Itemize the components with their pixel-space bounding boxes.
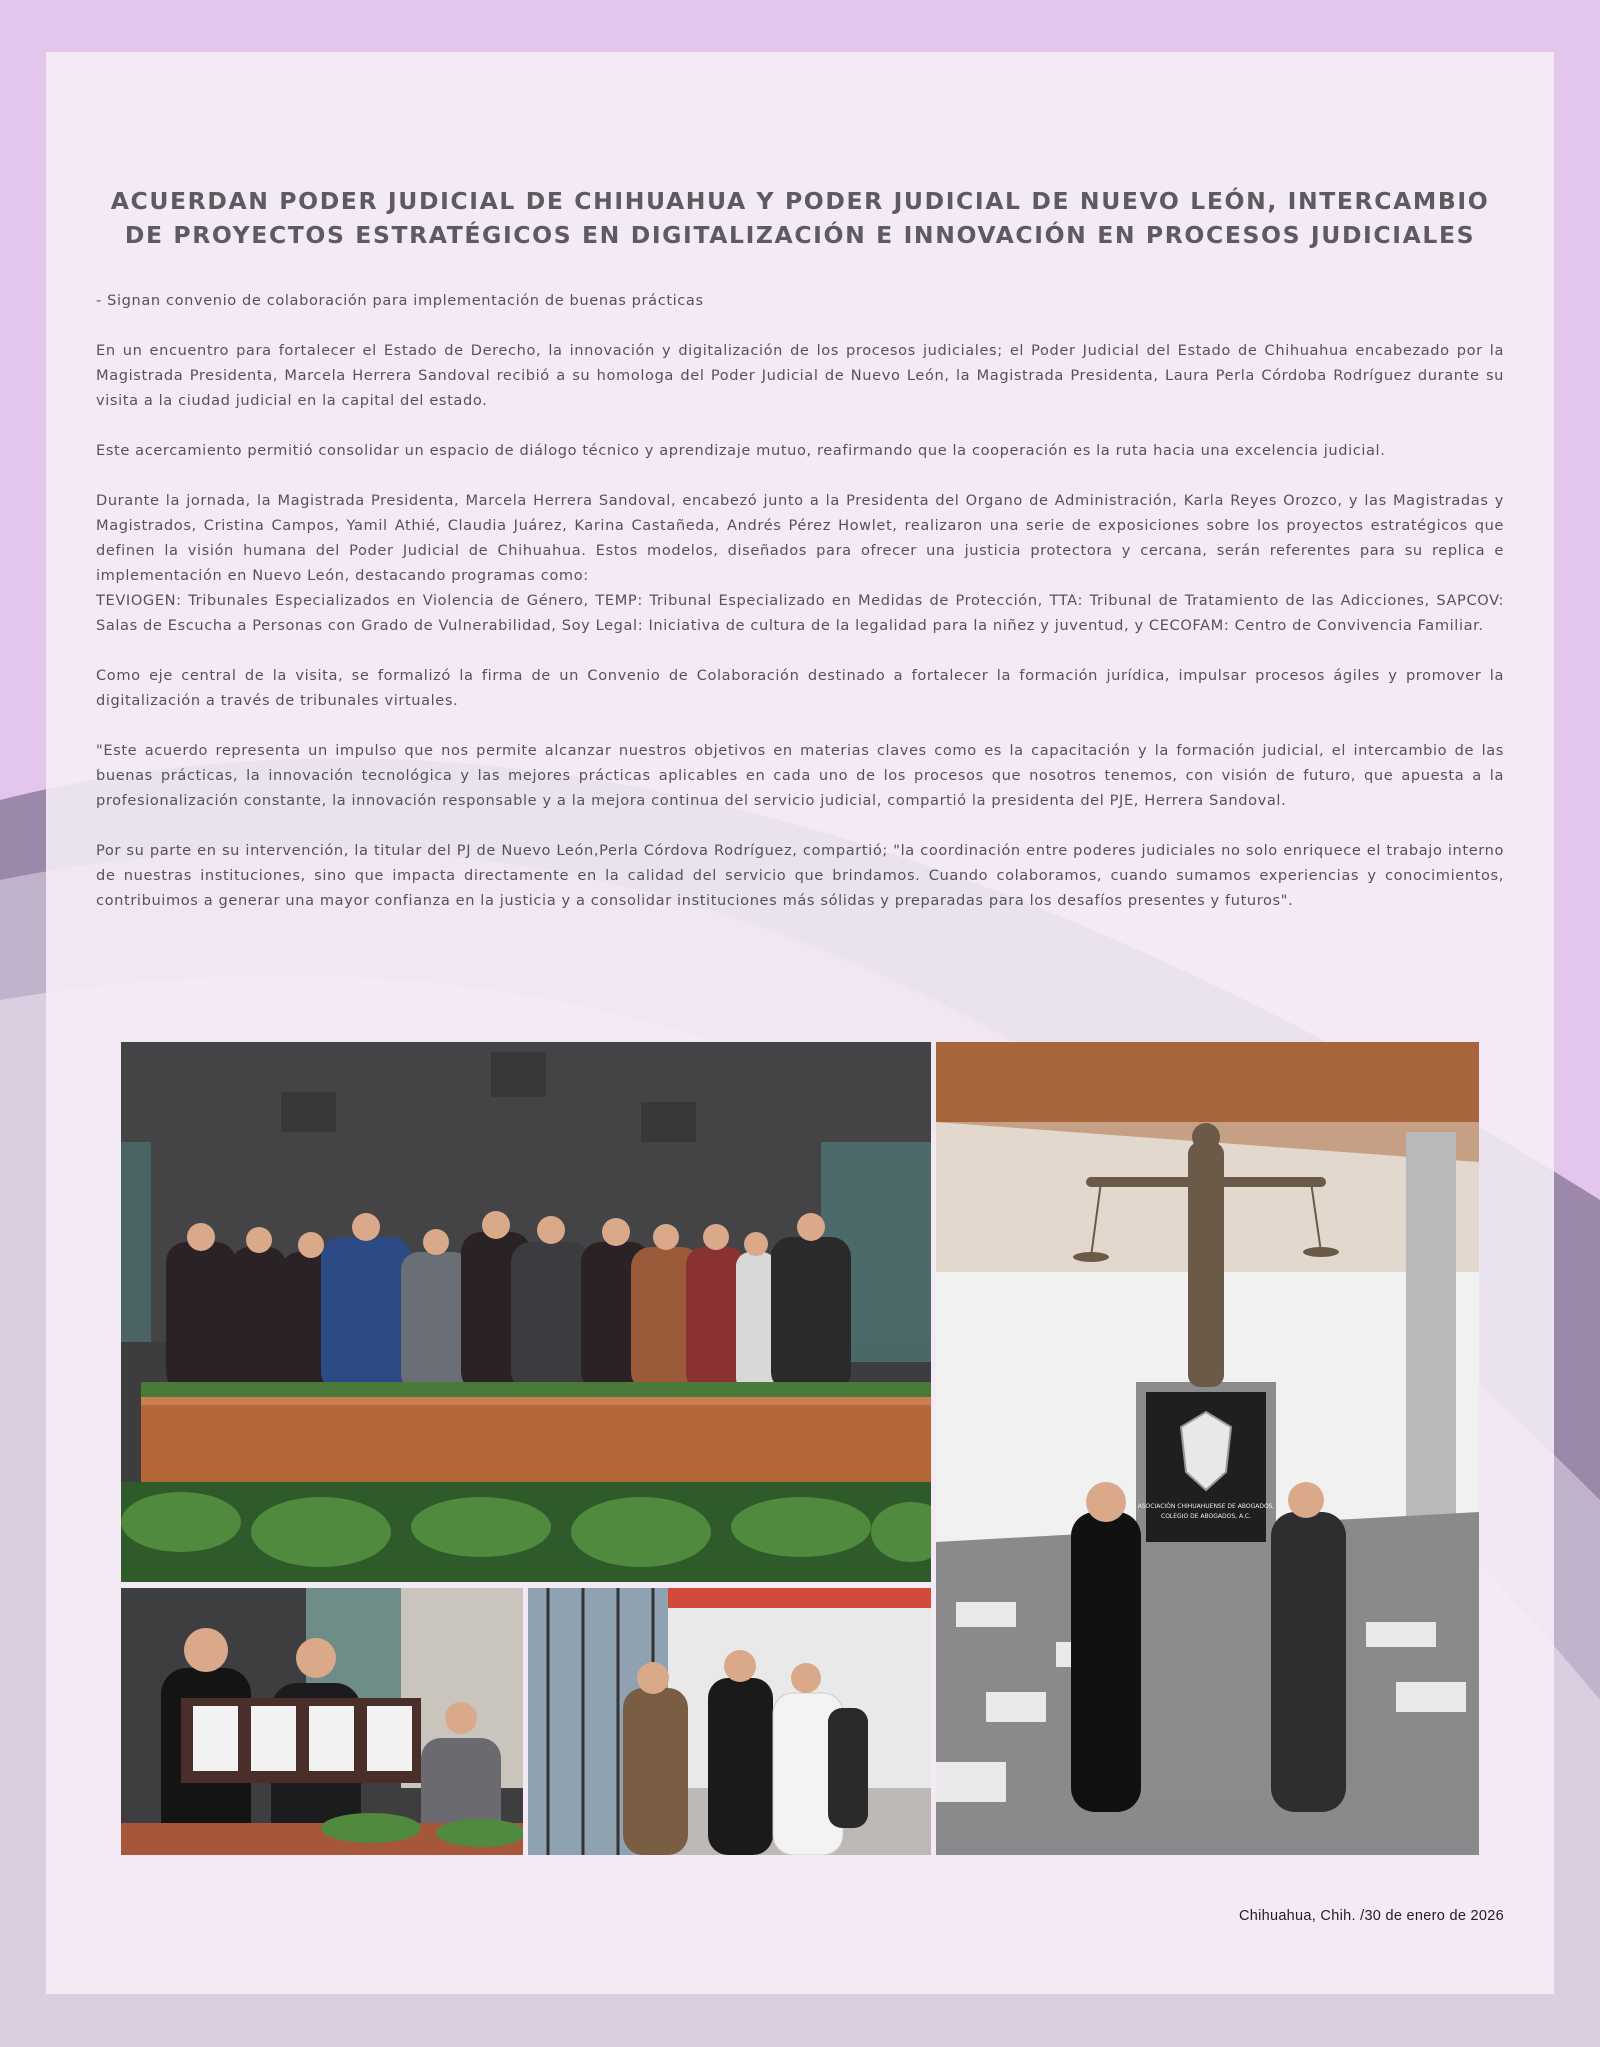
paragraph-dialogue: Este acercamiento permitió consolidar un espacio de diálogo técnico y aprendizaje mutuo, reafirmando que la cooperación es la ruta hacia una excelencia judicial.	[96, 442, 1386, 459]
article-body	[96, 288, 1504, 938]
plaque-line-1: ASOCIACIÓN CHIHUAHUENSE DE ABOGADOS,	[1137, 1503, 1275, 1510]
paragraph-intro: En un encuentro para fortalecer el Estado de Derecho, la innovación y digitalización de los procesos judiciales; el Poder Judicial del Estado de Chihuahua encabezado por la Magistrada Presidenta, Marcela Herrera Sandoval recibió a su homologa del Poder Judicial de Nuevo León, la Magistrada Presidenta, Laura Perla Córdoba Rodríguez durante su visita a la ciudad judicial en la capital del estado.	[96, 342, 1504, 409]
paragraph-jornada: Durante la jornada, la Magistrada Presidenta, Marcela Herrera Sandoval, encabezó junto a la Presidenta del Organo de Administración, Karla Reyes Orozco, y las Magistradas y Magistrados, Cristina Campos, Yamil Athié, Claudia Juárez, Karina Castañeda, Andrés Pérez Howlet, realizaron una serie de exposiciones sobre los proyectos estratégicos que definen la visión humana del Poder Judicial de Chihuahua. Estos modelos, diseñados para ofrecer una justicia protectora y cercana, serán referentes para su replica e implementación en Nuevo León, destacando programas como:	[96, 492, 1504, 584]
group-photo	[121, 1042, 931, 1582]
paragraph-programs: TEVIOGEN: Tribunales Especializados en Violencia de Género, TEMP: Tribunal Especializado en Medidas de Protección, TTA: Tribunal de Tratamiento de las Adicciones, SAPCOV: Salas de Escucha a Personas con Grado de Vulnerabilidad, Soy Legal: Iniciativa de cultura de la legalidad para la niñez y juventud, y CECOFAM: Centro de Convivencia Familiar.	[96, 592, 1504, 634]
hallway-tour-photo	[528, 1588, 931, 1855]
justice-statue-photo	[936, 1042, 1479, 1855]
paragraph-quote-herrera: "Este acuerdo representa un impulso que nos permite alcanzar nuestros objetivos en materias claves como es la capacitación y la formación judicial, el intercambio de las buenas prácticas, la innovación tecnológica y las mejores prácticas aplicables en cada uno de los procesos que nosotros tenemos, con visión de futuro, que apuesta a la profesionalización constante, la innovación responsable y a la mejora continua del servicio judicial, compartió la presidenta del PJE, Herrera Sandoval.	[96, 742, 1504, 809]
dateline: Chihuahua, Chih. /30 de enero de 2026	[1238, 1908, 1504, 1924]
headline: ACUERDAN PODER JUDICIAL DE CHIHUAHUA Y PODER JUDICIAL DE NUEVO LEÓN, INTERCAMBIO DE PROYECTOS ESTRATÉGICOS EN DIGITALIZACIÓN E INNOVACIÓN EN PROCESOS JUDICIALES	[110, 186, 1490, 249]
subheadline: - Signan convenio de colaboración para implementación de buenas prácticas	[96, 292, 704, 309]
agreement-signing-photo	[121, 1588, 523, 1855]
plaque-line-2: COLEGIO DE ABOGADOS, A.C.	[1161, 1513, 1251, 1520]
paragraph-agreement: Como eje central de la visita, se formalizó la firma de un Convenio de Colaboración destinado a fortalecer la formación jurídica, impulsar procesos ágiles y promover la digitalización a través de tribunales virtuales.	[96, 667, 1504, 709]
paragraph-quote-cordova: Por su parte en su intervención, la titular del PJ de Nuevo León,Perla Córdova Rodríguez, compartió; "la coordinación entre poderes judiciales no solo enriquece el trabajo interno de nuestras instituciones, sino que impacta directamente en la calidad del servicio que brindamos. Cuando colaboramos, cuando sumamos experiencias y conocimientos, contribuimos a generar una mayor confianza en la justicia y a consolidar instituciones más sólidas y preparadas para los desafíos presentes y futuros".	[96, 842, 1504, 909]
